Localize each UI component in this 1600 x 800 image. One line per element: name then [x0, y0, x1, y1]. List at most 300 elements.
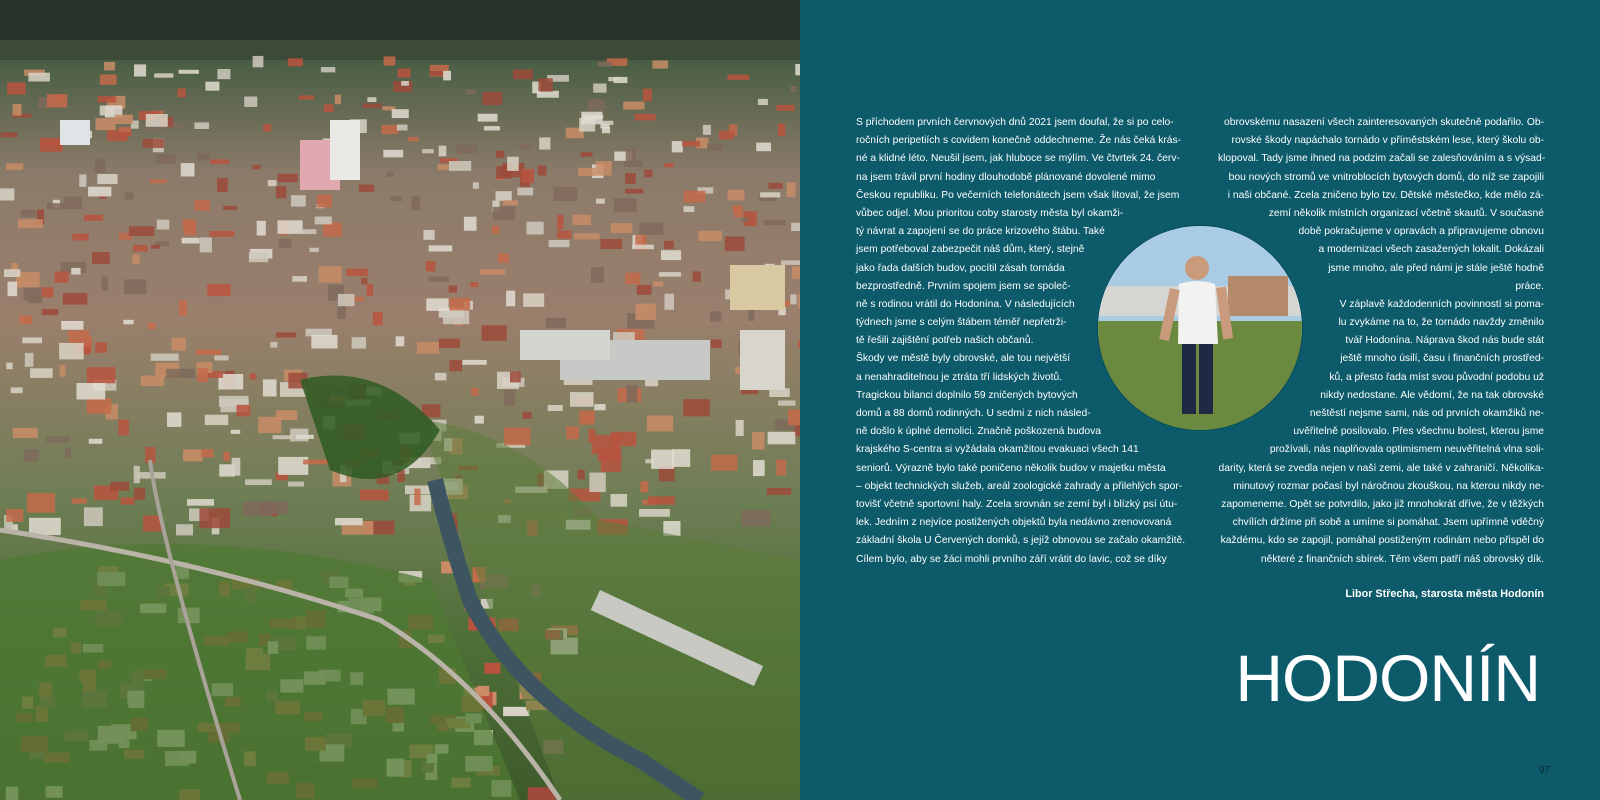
rooftop-shape — [768, 432, 796, 445]
rooftop-shape — [592, 435, 621, 454]
article-text-line: tý návrat a zapojení se do práce krizového štábu. Také — [856, 226, 1105, 238]
rooftop-shape — [601, 239, 623, 249]
rooftop-shape — [129, 226, 154, 236]
rooftop-shape — [0, 188, 14, 200]
rooftop-shape — [183, 449, 203, 461]
rooftop-shape — [311, 335, 337, 349]
rooftop-shape — [464, 217, 477, 231]
rooftop-shape — [644, 170, 652, 178]
rooftop-shape — [210, 159, 229, 164]
article-text-line: jsme mnoho, ale před námi je stále ještě hodně — [1328, 262, 1544, 274]
rooftop-shape — [55, 271, 69, 282]
rooftop-shape — [72, 234, 88, 241]
rooftop-shape — [651, 450, 674, 469]
rooftop-shape — [624, 161, 643, 167]
rooftop-shape — [223, 452, 230, 461]
rooftop-shape — [171, 338, 186, 351]
rooftop-shape — [643, 89, 652, 101]
rooftop-shape — [429, 277, 449, 282]
rooftop-shape — [503, 200, 518, 205]
rooftop-shape — [249, 252, 268, 262]
rooftop-shape — [443, 71, 451, 81]
rooftop-shape — [182, 238, 200, 244]
rooftop-shape — [398, 69, 411, 78]
rooftop-shape — [321, 67, 335, 72]
rooftop-shape — [28, 73, 50, 82]
rooftop-shape — [133, 245, 148, 252]
mayor-portrait-photo — [1098, 226, 1302, 430]
rooftop-shape — [166, 369, 195, 378]
rooftop-shape — [417, 342, 439, 353]
rooftop-shape — [632, 245, 654, 250]
rooftop-shape — [506, 291, 515, 307]
rooftop-shape — [8, 282, 18, 297]
rooftop-shape — [61, 321, 83, 330]
rooftop-shape — [727, 75, 749, 81]
rooftop-shape — [570, 392, 594, 407]
article-text-line: základní škola U Červených domků, s jejíž obnovou se začalo okamžitě. — [856, 535, 1186, 547]
rooftop-shape — [315, 217, 332, 225]
rooftop-shape — [439, 146, 447, 157]
rooftop-shape — [223, 206, 237, 210]
rooftop-shape — [231, 430, 241, 434]
rooftop-shape — [693, 271, 701, 281]
article-text-line: S příchodem prvních červnových dnů 2021 jsem doufal, že si po celo- — [856, 117, 1174, 128]
rooftop-shape — [42, 309, 58, 315]
rooftop-shape — [361, 278, 367, 284]
rooftop-shape — [557, 215, 563, 229]
rooftop-shape — [13, 104, 22, 116]
rooftop-shape — [104, 62, 115, 71]
rooftop-shape — [263, 379, 277, 396]
rooftop-shape — [257, 221, 266, 236]
rooftop-shape — [19, 316, 32, 325]
rooftop-shape — [414, 489, 420, 506]
rooftop-shape — [636, 304, 656, 321]
rooftop-shape — [538, 166, 547, 176]
article-text-line: ně došlo k úplné demolici. Značně poškozená budova — [856, 426, 1101, 438]
rooftop-shape — [496, 151, 504, 158]
rooftop-shape — [742, 510, 771, 526]
rooftop-shape — [134, 488, 145, 500]
page-number: 97 — [1538, 765, 1550, 776]
rooftop-shape — [288, 482, 304, 487]
rooftop-shape — [300, 229, 316, 234]
rooftop-shape — [179, 70, 199, 74]
rooftop-shape — [4, 269, 21, 277]
rooftop-shape — [764, 220, 786, 225]
rooftop-shape — [100, 106, 114, 116]
rooftop-shape — [148, 323, 155, 330]
rooftop-shape — [396, 336, 405, 346]
rooftop-shape — [88, 187, 111, 197]
article-text-line: tovišť včetně sportovní haly. Zcela srovnán se zemí byl i blízký psí útu- — [856, 498, 1178, 510]
rooftop-shape — [352, 337, 367, 348]
article-text-line: obrovskému nasazení všech zainteresovaných skutečně podařilo. Ob- — [1224, 117, 1544, 128]
article-text-line: lek. Jedním z nejvíce postižených objektů byla nedávno zrenovovaná — [856, 517, 1172, 529]
rooftop-shape — [384, 56, 396, 65]
rooftop-shape — [253, 56, 264, 67]
rooftop-shape — [626, 148, 636, 161]
rooftop-shape — [359, 185, 374, 192]
rooftop-shape — [6, 163, 23, 170]
rooftop-shape — [401, 81, 409, 86]
rooftop-shape — [574, 233, 599, 239]
rooftop-shape — [150, 179, 167, 183]
rooftop-shape — [478, 114, 498, 122]
rooftop-shape — [710, 312, 721, 322]
rooftop-shape — [250, 373, 257, 379]
rooftop-shape — [194, 122, 209, 129]
article-text-line: jako řada dalších budov, pocítil zásah tornáda — [856, 262, 1065, 274]
rooftop-shape — [641, 481, 649, 493]
rooftop-shape — [608, 77, 619, 81]
rooftop-shape — [278, 174, 298, 183]
rooftop-shape — [465, 89, 476, 94]
rooftop-shape — [279, 239, 291, 248]
rooftop-shape — [503, 707, 530, 716]
rooftop-shape — [65, 449, 71, 458]
article-text-line: seniorů. Výrazně bylo také poničeno několik budov v majetku města — [856, 462, 1166, 474]
rooftop-shape — [639, 223, 663, 235]
rooftop-shape — [581, 112, 602, 125]
rooftop-shape — [598, 62, 611, 67]
rooftop-shape — [566, 426, 579, 439]
rooftop-shape — [92, 252, 110, 264]
rooftop-shape — [324, 104, 334, 112]
rooftop-shape — [27, 493, 55, 513]
rooftop-shape — [42, 287, 54, 297]
rooftop-shape — [776, 460, 786, 476]
rooftop-shape — [59, 343, 84, 360]
rooftop-shape — [270, 342, 277, 348]
rooftop-shape — [589, 473, 605, 493]
article-text-line: bezprostředně. Prvním spojem jsem se společ- — [856, 280, 1071, 292]
rooftop-shape — [151, 245, 160, 249]
rooftop-shape — [71, 268, 80, 275]
rooftop-shape — [381, 125, 398, 134]
rooftop-shape — [589, 429, 596, 443]
rooftop-shape — [653, 282, 663, 287]
rooftop-shape — [217, 178, 228, 192]
rooftop-shape — [672, 141, 683, 152]
article-text-line: Českou republiku. Po večerních telefonátech jsem však litoval, že jsem — [856, 189, 1180, 201]
rooftop-shape — [626, 385, 637, 403]
rooftop-shape — [426, 298, 448, 311]
rooftop-shape — [480, 269, 506, 275]
rooftop-shape — [6, 509, 23, 522]
rooftop-shape — [183, 219, 196, 230]
rooftop-shape — [614, 198, 637, 212]
rooftop-shape — [429, 245, 453, 251]
rooftop-shape — [438, 164, 450, 170]
rooftop-shape — [299, 95, 315, 99]
rooftop-shape — [439, 339, 461, 348]
rooftop-shape — [264, 501, 289, 514]
rooftop-shape — [611, 494, 628, 507]
rooftop-shape — [201, 449, 214, 457]
rooftop-shape — [492, 226, 500, 234]
rooftop-shape — [276, 332, 296, 337]
rooftop-shape — [781, 260, 800, 265]
article-text-line: prožívali, nás naplňovala optimismem neuvěřitelná vlna soli- — [1269, 444, 1544, 456]
rooftop-shape — [97, 174, 117, 184]
rooftop-shape — [121, 497, 135, 504]
article-text-line: uvěřitelně posilovalo. Přes všechnu bolest, kterou jsme — [1293, 426, 1544, 438]
rooftop-shape — [319, 266, 342, 282]
rooftop-shape — [527, 222, 544, 235]
rooftop-shape — [790, 294, 796, 304]
rooftop-shape — [291, 195, 306, 206]
rooftop-shape — [217, 69, 230, 79]
rooftop-shape — [557, 231, 571, 239]
rooftop-shape — [457, 145, 477, 154]
article-text-line: tvář Hodonína. Náprava škod nás bude stát — [1345, 335, 1544, 347]
rooftop-shape — [237, 405, 251, 417]
rooftop-shape — [498, 253, 509, 262]
rooftop-shape — [573, 215, 591, 225]
rooftop-shape — [72, 498, 87, 503]
rooftop-shape — [546, 318, 566, 328]
rooftop-shape — [84, 215, 103, 221]
rooftop-shape — [594, 404, 605, 410]
rooftop-shape — [703, 125, 711, 135]
rooftop-shape — [517, 188, 533, 196]
rooftop-shape — [292, 276, 307, 282]
article-text-line: lu zvykáme na to, že tornádo navždy změnilo — [1338, 317, 1544, 329]
rooftop-shape — [728, 190, 745, 201]
rooftop-shape — [661, 250, 681, 260]
city-title: HODONÍN — [1235, 641, 1540, 715]
rooftop-shape — [635, 114, 656, 121]
rooftop-shape — [648, 496, 675, 504]
rooftop-shape — [787, 182, 796, 197]
rooftop-shape — [707, 144, 723, 151]
rooftop-shape — [22, 337, 42, 343]
article-text-line: chvílích držíme při sobě a umíme si pomáhat. Jsem upřímně vděčný — [1232, 517, 1544, 529]
rooftop-shape — [98, 96, 117, 102]
rooftop-shape — [538, 78, 552, 91]
rooftop-shape — [296, 435, 314, 439]
rooftop-shape — [1, 132, 18, 137]
rooftop-shape — [659, 272, 681, 277]
rooftop-shape — [426, 261, 436, 271]
rooftop-shape — [596, 199, 605, 204]
rooftop-shape — [197, 368, 208, 382]
rooftop-shape — [13, 428, 38, 438]
rooftop-shape — [665, 294, 675, 310]
rooftop-shape — [450, 298, 471, 311]
rooftop-shape — [310, 248, 319, 252]
rooftop-shape — [386, 172, 393, 177]
article-text-line: jsem potřeboval zabezpečit náš dům, který, stejně — [856, 244, 1085, 256]
rooftop-shape — [303, 460, 330, 465]
rooftop-shape — [521, 169, 534, 183]
rooftop-shape — [484, 663, 500, 674]
article-text-line: nikdy nedostane. Ale vědomí, že na tak obrovské — [1320, 389, 1544, 401]
rooftop-shape — [579, 411, 594, 425]
rooftop-shape — [360, 490, 389, 501]
rooftop-shape — [87, 367, 116, 383]
rooftop-shape — [115, 115, 133, 124]
rooftop-shape — [102, 277, 108, 291]
rooftop-shape — [6, 363, 12, 370]
rooftop-shape — [118, 420, 128, 436]
rooftop-shape — [187, 499, 214, 506]
article-text-line: ně s rodinou vrátil do Hodonína. V následujících — [856, 298, 1075, 310]
rooftop-shape — [335, 518, 363, 525]
rooftop-shape — [63, 293, 88, 305]
rooftop-shape — [273, 435, 293, 439]
rooftop-shape — [767, 488, 791, 495]
rooftop-shape — [581, 152, 593, 157]
article-text-line: zemí několik místních organizací včetně skautů. V současné — [1268, 207, 1544, 219]
rooftop-shape — [383, 150, 403, 158]
rooftop-shape — [21, 210, 36, 217]
article-text-line: neštěstí nejsme sami, nás od prvních okamžiků ne- — [1309, 408, 1544, 419]
rooftop-shape — [244, 97, 257, 107]
rooftop-shape — [64, 197, 82, 210]
rooftop-shape — [549, 240, 570, 247]
rooftop-shape — [278, 220, 303, 234]
rooftop-shape — [25, 353, 34, 367]
article-text-line: některé z finančních sbírek. Těm všem patří náš obrovský dík. — [1260, 553, 1544, 565]
rooftop-shape — [210, 231, 235, 237]
author-signature: Libor Střecha, starosta města Hodonín — [1345, 588, 1544, 600]
rooftop-shape — [110, 482, 129, 491]
rooftop-shape — [523, 293, 544, 307]
rooftop-shape — [194, 200, 210, 211]
rooftop-shape — [391, 196, 403, 201]
rooftop-shape — [154, 73, 173, 77]
rooftop-shape — [258, 417, 281, 433]
rooftop-shape — [268, 180, 277, 186]
rooftop-shape — [276, 186, 286, 198]
rooftop-shape — [245, 479, 272, 485]
rooftop-shape — [470, 282, 478, 287]
rooftop-shape — [664, 241, 674, 249]
rooftop-shape — [741, 218, 748, 222]
rooftop-shape — [684, 191, 706, 203]
article-text-line: Cílem bylo, aby se žáci mohli prvního září vrátit do lavic, což se díky — [856, 553, 1167, 565]
rooftop-shape — [24, 449, 39, 461]
rooftop-shape — [84, 507, 103, 526]
rooftop-shape — [123, 320, 133, 325]
rooftop-shape — [100, 74, 117, 84]
rooftop-shape — [346, 269, 368, 276]
rooftop-shape — [156, 154, 176, 163]
rooftop-shape — [578, 470, 585, 480]
article-text-line: – objekt technických služeb, areál zoologické zahrady a přilehlých spor- — [856, 480, 1183, 492]
rooftop-shape — [317, 195, 332, 208]
article-text-line: V záplavě každodenních povinností si poma- — [1339, 298, 1544, 310]
rooftop-shape — [593, 84, 606, 93]
rooftop-shape — [482, 325, 507, 341]
rooftop-shape — [263, 124, 271, 131]
rooftop-shape — [682, 141, 700, 147]
rooftop-shape — [791, 86, 797, 92]
article-text-line: na jsem trávil první hodiny dlouhodobě plánované dovolené mimo — [856, 171, 1156, 183]
rooftop-shape — [408, 137, 418, 142]
rooftop-shape — [95, 159, 106, 174]
rooftop-shape — [778, 401, 796, 406]
rooftop-shape — [482, 92, 502, 105]
rooftop-shape — [89, 439, 103, 444]
rooftop-shape — [96, 118, 116, 130]
article-text-line: rovské škody napáchalo tornádo v příměstském lese, který školu ob- — [1231, 135, 1544, 147]
article-text-line: bou nových stromů ve vnitroblocích bytových domů, do níž se zapojili — [1228, 171, 1544, 183]
rooftop-shape — [519, 144, 530, 149]
rooftop-shape — [758, 99, 768, 105]
article-text-line: domů a 88 domů rodinných. U sedmi z nich násled- — [856, 408, 1091, 419]
rooftop-shape — [24, 288, 42, 301]
rooftop-shape — [157, 220, 170, 230]
portrait-illustration — [1098, 226, 1302, 430]
rooftop-shape — [725, 237, 745, 251]
rooftop-shape — [449, 286, 457, 293]
rooftop-shape — [179, 300, 187, 315]
rooftop-shape — [736, 420, 744, 436]
rooftop-shape — [507, 157, 519, 171]
rooftop-shape — [625, 189, 643, 194]
rooftop-shape — [778, 124, 785, 136]
rooftop-shape — [591, 267, 604, 283]
rooftop-shape — [548, 405, 563, 411]
rooftop-shape — [30, 368, 53, 378]
rooftop-shape — [600, 124, 609, 129]
rooftop-shape — [698, 231, 722, 241]
rooftop-shape — [493, 207, 515, 221]
rooftop-shape — [734, 208, 743, 217]
rooftop-shape — [443, 311, 469, 325]
rooftop-shape — [647, 416, 673, 432]
rooftop-shape — [719, 131, 734, 140]
rooftop-shape — [29, 518, 61, 535]
rooftop-shape — [625, 273, 640, 284]
rooftop-shape — [199, 508, 230, 528]
rooftop-shape — [664, 163, 673, 167]
rooftop-shape — [143, 516, 161, 532]
rooftop-shape — [435, 373, 447, 381]
rooftop-shape — [367, 284, 373, 296]
article-text-line: a nenahraditelnou je ztráta tří lidských životů. — [856, 371, 1063, 383]
rooftop-shape — [42, 141, 63, 146]
rooftop-shape — [205, 415, 229, 425]
rooftop-shape — [711, 455, 738, 471]
rooftop-shape — [143, 139, 164, 148]
rooftop-shape — [637, 285, 652, 295]
rooftop-shape — [788, 410, 800, 426]
article-text-line: tě řešili zajištění potřeb našich občanů. — [856, 335, 1034, 347]
rooftop-shape — [791, 223, 800, 231]
rooftop-shape — [167, 412, 181, 427]
rooftop-shape — [335, 95, 341, 105]
rooftop-shape — [134, 64, 146, 76]
rooftop-shape — [397, 125, 408, 131]
rooftop-shape — [760, 192, 780, 197]
rooftop-shape — [125, 192, 134, 199]
rooftop-shape — [475, 416, 484, 424]
rooftop-shape — [639, 509, 670, 517]
rooftop-shape — [232, 458, 241, 476]
rooftop-shape — [79, 174, 86, 187]
rooftop-shape — [132, 254, 139, 264]
rooftop-shape — [752, 432, 764, 450]
rooftop-shape — [449, 360, 462, 371]
rooftop-shape — [373, 312, 383, 326]
rooftop-shape — [47, 94, 67, 107]
rooftop-shape — [496, 191, 512, 201]
